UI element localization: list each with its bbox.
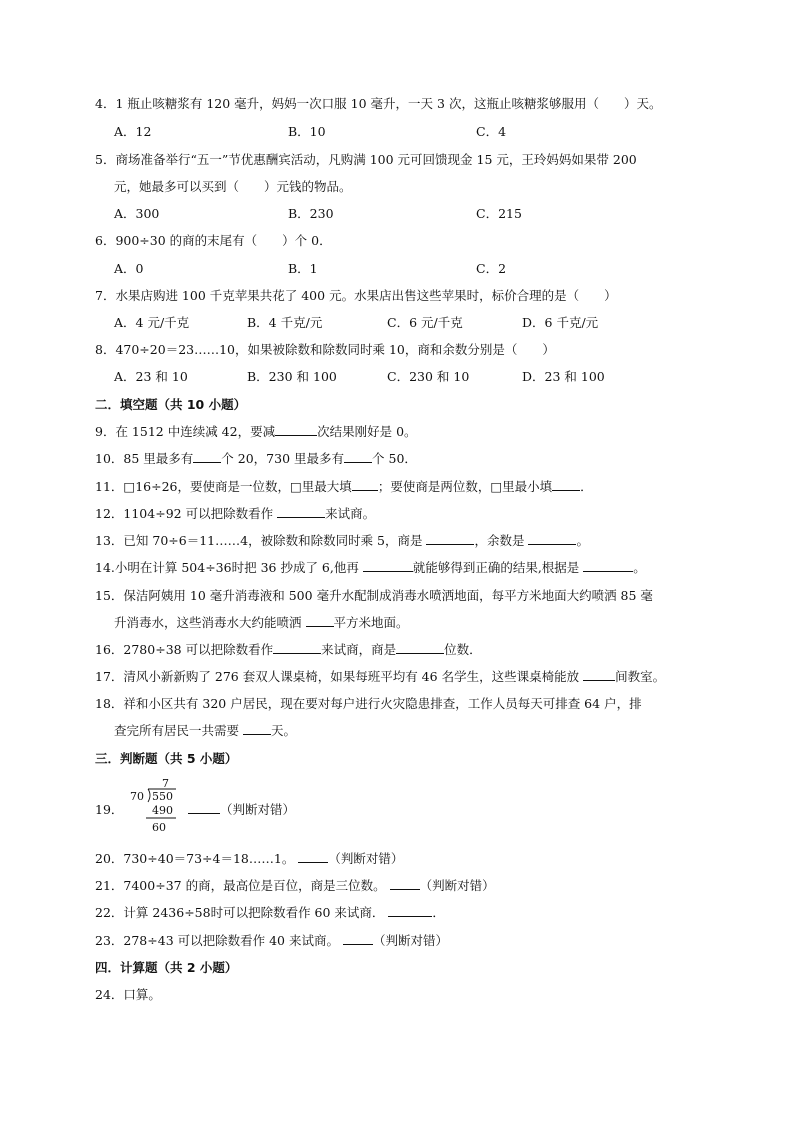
question-19: 19． — [95, 802, 124, 817]
option-a: A．12 — [114, 124, 152, 139]
option-c: C．2 — [476, 261, 507, 276]
question-9: 9．在 1512 中连续减 42，要减 次结果刚好是 0。 — [95, 424, 417, 439]
question-17: 17．清风小新新购了 276 套双人课桌椅，如果每班平均有 46 名学生，这些课桌椅能放 间教室。 — [95, 669, 666, 684]
option-b: B．230 和 100 — [247, 369, 337, 384]
answer-blank[interactable] — [583, 559, 633, 572]
answer-blank[interactable] — [344, 450, 372, 463]
long-division-figure — [128, 776, 182, 838]
answer-blank[interactable] — [343, 932, 373, 945]
option-a: A．300 — [114, 206, 160, 221]
answer-blank[interactable] — [388, 904, 432, 917]
question-24: 24．口算。 — [95, 987, 161, 1002]
answer-blank[interactable] — [277, 505, 325, 518]
question-23: 23．278÷43 可以把除数看作 40 来试商。 （判断对错） — [95, 933, 448, 948]
answer-blank[interactable] — [352, 478, 378, 491]
question-15-continued: 升消毒水，这些消毒水大约能喷洒 平方米地面。 — [114, 615, 409, 630]
option-d: D．6 千克/元 — [522, 315, 599, 330]
question-20: 20．730÷40＝73÷4＝18……1。 （判断对错） — [95, 851, 404, 866]
question-15: 15．保洁阿姨用 10 毫升消毒液和 500 毫升水配制成消毒水喷洒地面，每平方米地面大约喷洒 85 毫 — [95, 588, 653, 603]
answer-blank[interactable] — [390, 877, 420, 890]
question-18-continued: 查完所有居民一共需要 天。 — [114, 723, 297, 738]
question-22: 22．计算 2436÷58时可以把除数看作 60 来试商． ． — [95, 905, 445, 920]
question-7: 7．水果店购进 100 千克苹果共花了 400 元。水果店出售这些苹果时，标价合理的是（ ） — [95, 288, 617, 303]
answer-blank[interactable] — [363, 559, 413, 572]
answer-blank[interactable] — [528, 532, 576, 545]
question-11: 11．□16÷26，要使商是一位数，□里最大填 ；要使商是两位数，□里最小填 ． — [95, 479, 593, 494]
question-6: 6．900÷30 的商的末尾有（ ）个 0． — [95, 233, 332, 248]
question-19-answer: （判断对错） — [188, 801, 295, 819]
divisor: 70 — [130, 790, 144, 803]
answer-blank[interactable] — [583, 668, 615, 681]
section-judgement-heading: 三．判断题（共 5 小题） — [95, 751, 238, 766]
answer-blank[interactable] — [193, 450, 221, 463]
answer-blank[interactable] — [396, 641, 444, 654]
option-c: C．230 和 10 — [387, 369, 470, 384]
question-16: 16．2780÷38 可以把除数看作 来试商，商是 位数． — [95, 642, 482, 657]
question-21: 21．7400÷37 的商，最高位是百位，商是三位数。 （判断对错） — [95, 878, 495, 893]
answer-blank[interactable] — [426, 532, 474, 545]
question-10: 10．85 里最多有 个 20，730 里最多有 个 50． — [95, 451, 417, 466]
question-14: 14.小明在计算 504÷36时把 36 抄成了 6,他再 就能够得到正确的结果,根据是 。 — [95, 560, 646, 575]
answer-blank[interactable] — [275, 423, 317, 436]
option-a: A．4 元/千克 — [114, 315, 190, 330]
option-d: D．23 和 100 — [522, 369, 605, 384]
answer-blank[interactable] — [243, 722, 271, 735]
option-c: C．6 元/千克 — [387, 315, 463, 330]
option-a: A．0 — [114, 261, 144, 276]
option-b: B．4 千克/元 — [247, 315, 323, 330]
question-8: 8．470÷20＝23……10，如果被除数和除数同时乘 10，商和余数分别是（ ） — [95, 342, 555, 357]
option-b: B．1 — [288, 261, 318, 276]
question-4: 4．1 瓶止咳糖浆有 120 毫升，妈妈一次口服 10 毫升，一天 3 次，这瓶止咳糖浆够服用（ ）天。 — [95, 96, 662, 111]
option-b: B．230 — [288, 206, 334, 221]
dividend: 550 — [152, 790, 173, 803]
answer-blank[interactable] — [552, 478, 580, 491]
section-calculation-heading: 四．计算题（共 2 小题） — [95, 960, 238, 975]
section-fill-in-heading: 二．填空题（共 10 小题） — [95, 397, 247, 412]
answer-blank[interactable] — [188, 801, 220, 814]
question-5: 5．商场准备举行“五一”节优惠酬宾活动，凡购满 100 元可回馈现金 15 元，王玲妈妈如果带 200 — [95, 152, 637, 167]
remainder: 60 — [152, 821, 166, 834]
quotient: 7 — [162, 777, 169, 790]
answer-blank[interactable] — [298, 850, 328, 863]
answer-blank[interactable] — [273, 641, 321, 654]
product: 490 — [152, 804, 173, 817]
question-5-continued: 元，她最多可以买到（ ）元钱的物品。 — [114, 179, 352, 194]
question-13: 13．已知 70÷6＝11……4，被除数和除数同时乘 5，商是 ，余数是 。 — [95, 533, 589, 548]
division-bracket — [148, 789, 150, 802]
question-12: 12．1104÷92 可以把除数看作 来试商。 — [95, 506, 376, 521]
option-a: A．23 和 10 — [114, 369, 188, 384]
answer-blank[interactable] — [306, 614, 334, 627]
question-18: 18．祥和小区共有 320 户居民，现在要对每户进行火灾隐患排查，工作人员每天可排查 64 户，排 — [95, 696, 642, 711]
option-b: B．10 — [288, 124, 326, 139]
option-c: C．4 — [476, 124, 507, 139]
option-c: C．215 — [476, 206, 522, 221]
